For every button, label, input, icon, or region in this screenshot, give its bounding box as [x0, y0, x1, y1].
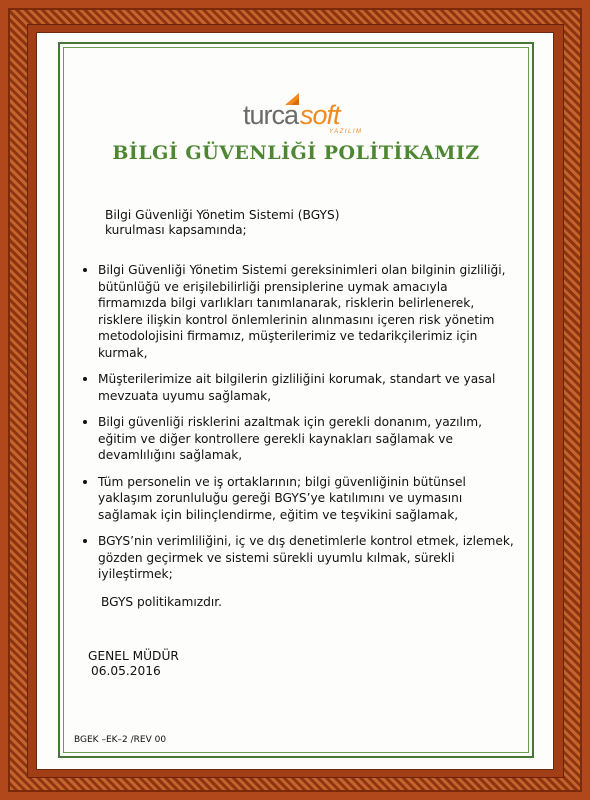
policy-list: [80, 262, 520, 593]
list-item: Tüm personelin ve iş ortaklarının; bilgi güvenliğinin bütünsel yaklaşım zorunluluğu gereği BGYS’ye katılımını ve uymasını sağlamak için bilinçlendirme, eğitim ve teşvikini sağlamak,: [80, 474, 520, 524]
signature-date: 06.05.2016: [91, 664, 161, 678]
bullet-icon: [83, 420, 87, 424]
list-item: Müşterilerimize ait bilgilerin gizliliğini korumak, standart ve yasal mevzuata uyumu sağlamak,: [80, 371, 520, 404]
logo-tagline: YAZILIM: [329, 129, 363, 135]
company-logo: [243, 92, 363, 138]
logo-text-soft: soft: [300, 100, 340, 130]
bullet-icon: [83, 539, 87, 543]
signature-block: [88, 649, 179, 679]
intro-text: [105, 208, 385, 238]
logo-text-turca: turca: [243, 100, 299, 130]
bullet-icon: [83, 377, 87, 381]
intro-line: Bilgi Güvenliği Yönetim Sistemi (BGYS): [105, 208, 340, 222]
bullet-icon: [83, 268, 87, 272]
closing-statement: BGYS politikamızdır.: [101, 595, 223, 609]
intro-line: kurulması kapsamında;: [105, 223, 247, 237]
list-item: Bilgi güvenliği risklerini azaltmak için gerekli donanım, yazılım, eğitim ve diğer kontrollere gerekli kaynakları sağlamak ve devamlılığını sağlamak,: [80, 414, 520, 464]
document-code: BGEK –EK–2 /REV 00: [74, 735, 167, 745]
list-item: BGYS’nin verimliliğini, iç ve dış denetimlerle kontrol etmek, izlemek, gözden geçirmek ve sistemi sürekli uyumlu kılmak, sürekli iyileştirmek;: [80, 533, 520, 583]
bullet-icon: [83, 480, 87, 484]
signatory-role: GENEL MÜDÜR: [88, 649, 179, 663]
list-item: Bilgi Güvenliği Yönetim Sistemi gereksinimleri olan bilginin gizliliği, bütünlüğü ve erişilebilirliği prensiplerine uymak amacıyla firmamızda bilgi varlıkları tanımlanarak, risklerin belirlenerek, risklere ilişkin kontrol önlemlerinin alınmasını içeren risk yönetim metodolojisini firmamız, müşterilerimiz ve tedarikçilerimiz için kurmak,: [80, 262, 520, 361]
page-title: BİLGİ GÜVENLİĞİ POLİTİKAMIZ: [112, 142, 480, 164]
